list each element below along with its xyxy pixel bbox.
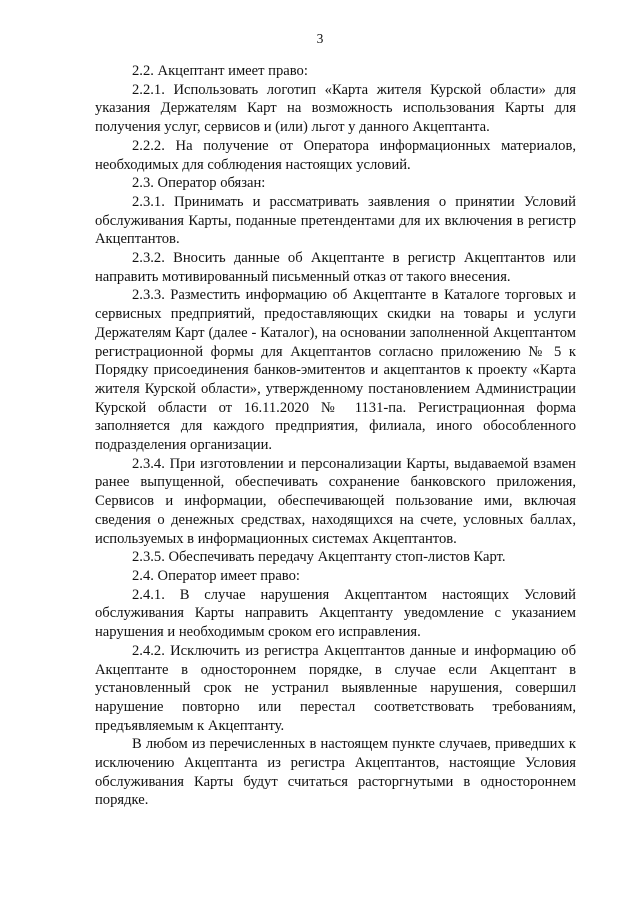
paragraph-2-3-3: 2.3.3. Разместить информацию об Акцептанте в Каталоге торговых и сервисных предприятий, предоставляющих скидки на товары и услуги Держателям Карт (далее - Каталог), на основании заполненной Акцептантом регистрационной формы для Акцептантов согласно приложению № 5 к Порядку присоединения банков-эмитентов и акцептантов к проекту «Карта жителя Курской области», утвержденному постановлением Администрации Курской области от 16.11.2020 № 1131-па. Регистрационная форма заполняется для каждого предприятия, филиала, иного обособленного подразделения организации. (95, 287, 576, 454)
paragraph-2-2-1: 2.2.1. Использовать логотип «Карта жителя Курской области» для указания Держателям Карт на возможность использования Карты для получения услуг, сервисов и (или) льгот у данного Акцептанта. (95, 81, 576, 136)
paragraph-2-3-2: 2.3.2. Вносить данные об Акцептанте в регистр Акцептантов или направить мотивированный письменный отказ от такого внесения. (95, 250, 576, 285)
paragraph-2-4-2: 2.4.2. Исключить из регистра Акцептантов данные и информацию об Акцептанте в одностороннем порядке, в случае если Акцептант в установленный срок не устранил выявленные нарушения, совершил нарушение повторно или перестал соответствовать требованиям, предъявляемым к Акцептанту. (95, 642, 576, 734)
document-body (95, 62, 576, 810)
paragraph-2-2: 2.2. Акцептант имеет право: (132, 63, 308, 79)
paragraph-2-3-1: 2.3.1. Принимать и рассматривать заявления о принятии Условий обслуживания Карты, поданные претендентами для их включения в регистр Акцептантов. (95, 193, 576, 248)
paragraph-2-4-1: 2.4.1. В случае нарушения Акцептантом настоящих Условий обслуживания Карты направить Акцептанту уведомление с указанием нарушения и необходимым сроком его исправления. (95, 586, 576, 641)
paragraph-2-4: 2.4. Оператор имеет право: (132, 567, 300, 584)
page-number: 3 (316, 31, 324, 46)
paragraph-2-2-2: 2.2.2. На получение от Оператора информационных материалов, необходимых для соблюдения настоящих условий. (95, 137, 576, 173)
paragraph-closing: В любом из перечисленных в настоящем пункте случаев, приведших к исключению Акцептанта из регистра Акцептантов, настоящие Условия обслуживания Карты будут считаться расторгнутыми в одностороннем порядке. (95, 736, 576, 809)
paragraph-2-3: 2.3. Оператор обязан: (132, 175, 266, 192)
paragraph-2-3-4: 2.3.4. При изготовлении и персонализации Карты, выдаваемой взамен ранее выпущенной, обеспечивать сохранение банковского приложения, Сервисов и информации, обеспечивающей пользование ими, включая сведения о денежных средствах, находящихся на счете, условных баллах, используемых в информационных системах Акцептантов. (95, 455, 576, 547)
paragraph-2-3-5: 2.3.5. Обеспечивать передачу Акцептанту стоп-листов Карт. (132, 549, 506, 566)
